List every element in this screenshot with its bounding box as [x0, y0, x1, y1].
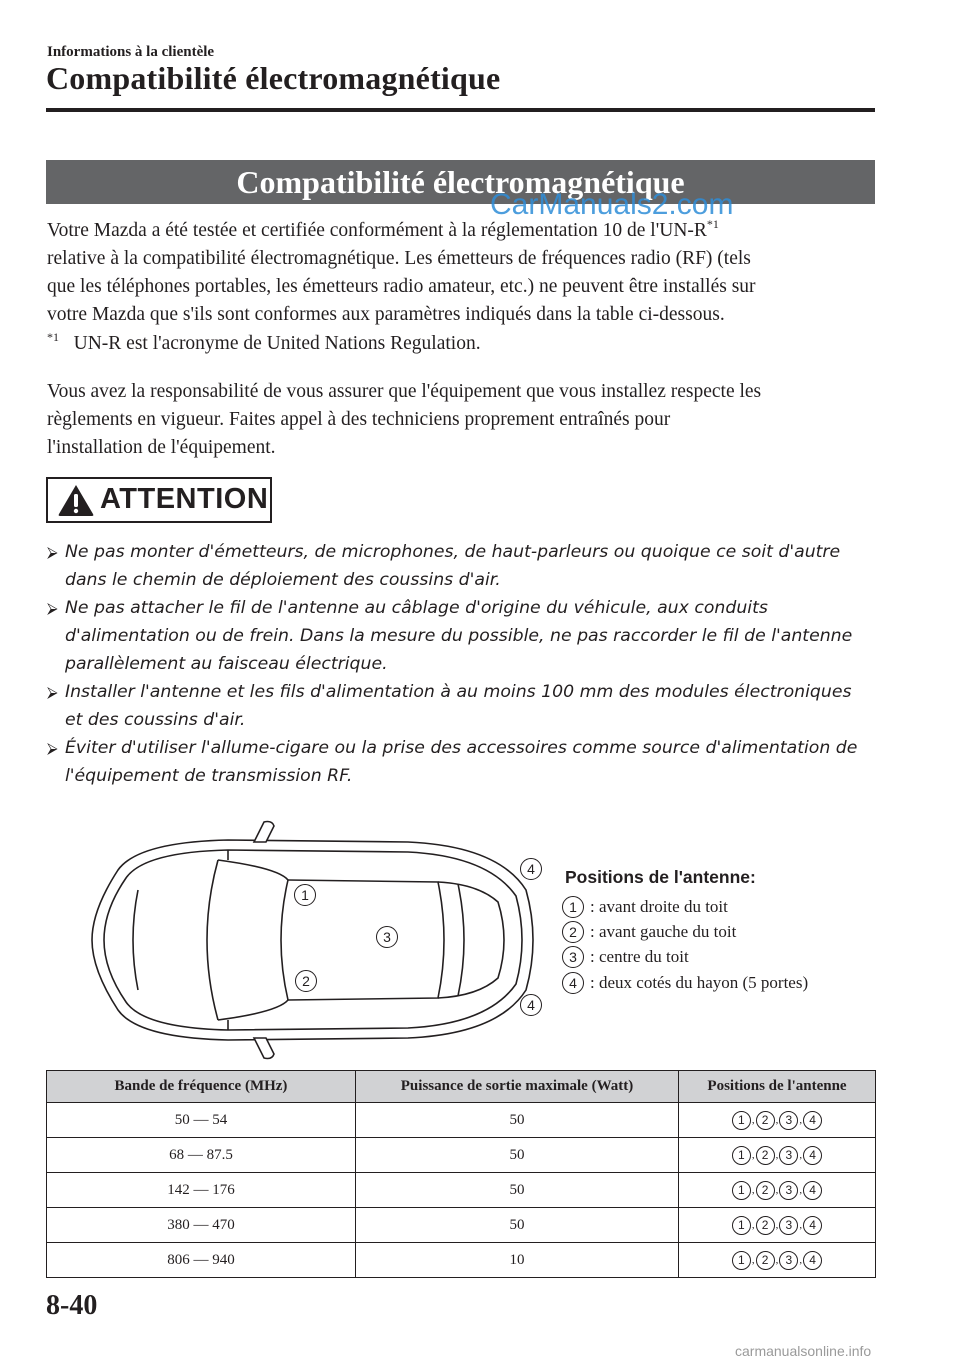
position-number: 3	[562, 946, 584, 968]
page-number: 8-40	[46, 1290, 98, 1321]
table-row	[47, 1208, 876, 1243]
position-number: 4	[803, 1146, 822, 1165]
frequency-table	[46, 1070, 876, 1278]
table-row	[47, 1103, 876, 1138]
power-cell: 50	[356, 1173, 679, 1208]
intro-paragraph	[47, 210, 877, 329]
position-number: 3	[779, 1251, 798, 1270]
car-top-view-diagram	[78, 820, 548, 1060]
band-cell: 380 — 470	[47, 1208, 356, 1243]
antenna-position-marker: 3	[376, 926, 398, 948]
position-number: 2	[562, 921, 584, 943]
warning-text: Installer l'antenne et les fils d'alimentation à au moins 100 mm des modules électroniques	[65, 682, 852, 702]
legend-text: : deux cotés du hayon (5 portes)	[590, 973, 809, 992]
table-row	[47, 1138, 876, 1173]
legend-item	[562, 972, 808, 994]
watermark: CarManuals2.com	[490, 188, 734, 221]
warning-list	[47, 538, 877, 790]
intro-line: relative à la compatibilité électromagnétique. Les émetteurs de fréquences radio (RF) (tels	[47, 248, 751, 269]
list-item	[47, 538, 877, 594]
position-number: 4	[803, 1251, 822, 1270]
position-set	[732, 1181, 822, 1200]
legend-item	[562, 896, 728, 918]
legend-text: : avant gauche du toit	[590, 922, 737, 941]
warning-text: et des coussins d'air.	[65, 710, 246, 730]
list-item	[47, 594, 877, 678]
table-header-row	[47, 1071, 876, 1103]
position-number: 2	[756, 1111, 775, 1130]
column-header: Bande de fréquence (MHz)	[47, 1071, 356, 1103]
warning-text: Ne pas attacher le fil de l'antenne au câblage d'origine du véhicule, aux conduits	[65, 598, 768, 618]
position-number: 4	[803, 1216, 822, 1235]
position-number: 1	[732, 1111, 751, 1130]
position-number: 3	[779, 1146, 798, 1165]
position-number: 2	[756, 1146, 775, 1165]
position-number: 3	[779, 1216, 798, 1235]
band-cell: 142 — 176	[47, 1173, 356, 1208]
warning-text: parallèlement au faisceau électrique.	[65, 654, 388, 674]
position-number: 1	[732, 1181, 751, 1200]
positions-cell	[679, 1138, 876, 1173]
bullet-arrow-icon: ⮚	[47, 683, 58, 701]
warning-text: d'alimentation ou de frein. Dans la mesure du possible, ne pas raccorder le fil de l'antenne	[65, 626, 853, 646]
separator: ,	[799, 1219, 803, 1231]
antenna-position-marker: 1	[294, 884, 316, 906]
position-set	[732, 1251, 822, 1270]
footnote-mark: *1	[47, 330, 59, 344]
positions-cell	[679, 1103, 876, 1138]
warning-text: dans le chemin de déploiement des coussins d'air.	[65, 570, 501, 590]
warning-text: Ne pas monter d'émetteurs, de microphones, de haut-parleurs ou quoique ce soit d'autre	[65, 542, 841, 562]
separator: ,	[799, 1254, 803, 1266]
list-item	[47, 734, 877, 790]
legend-text: : centre du toit	[590, 947, 689, 966]
column-header: Positions de l'antenne	[679, 1071, 876, 1103]
warning-text: Éviter d'utiliser l'allume-cigare ou la prise des accessoires comme source d'alimentation de	[65, 738, 858, 758]
responsibility-line: l'installation de l'équipement.	[47, 437, 276, 458]
responsibility-paragraph	[47, 378, 877, 462]
position-set	[732, 1216, 822, 1235]
separator: ,	[775, 1254, 779, 1266]
table-row	[47, 1243, 876, 1278]
responsibility-line: Vous avez la responsabilité de vous assurer que l'équipement que vous installez respecte les	[47, 381, 762, 402]
separator: ,	[799, 1114, 803, 1126]
legend-item	[562, 921, 736, 943]
footnote	[47, 330, 481, 355]
power-cell: 50	[356, 1208, 679, 1243]
intro-line: votre Mazda que s'ils sont conformes aux paramètres indiqués dans la table ci-dessous.	[47, 304, 725, 325]
position-number: 1	[732, 1146, 751, 1165]
section-label: Informations à la clientèle	[47, 44, 215, 60]
table-row	[47, 1173, 876, 1208]
site-watermark: carmanualsonline.info	[735, 1343, 872, 1359]
band-cell: 50 — 54	[47, 1103, 356, 1138]
separator: ,	[751, 1184, 755, 1196]
warning-text: l'équipement de transmission RF.	[65, 766, 353, 786]
separator: ,	[751, 1114, 755, 1126]
positions-cell	[679, 1173, 876, 1208]
separator: ,	[775, 1114, 779, 1126]
power-cell: 50	[356, 1103, 679, 1138]
power-cell: 50	[356, 1138, 679, 1173]
separator: ,	[751, 1219, 755, 1231]
position-number: 1	[732, 1251, 751, 1270]
separator: ,	[775, 1184, 779, 1196]
legend-item	[562, 946, 689, 968]
positions-cell	[679, 1243, 876, 1278]
position-number: 1	[562, 896, 584, 918]
position-number: 1	[732, 1216, 751, 1235]
position-number: 2	[756, 1181, 775, 1200]
attention-label: ATTENTION	[100, 483, 269, 515]
legend-text: : avant droite du toit	[590, 897, 728, 916]
antenna-position-marker: 2	[295, 970, 317, 992]
position-set	[732, 1146, 822, 1165]
list-item	[47, 678, 877, 734]
antenna-position-marker: 4	[520, 858, 542, 880]
header-divider	[46, 108, 875, 112]
separator: ,	[751, 1149, 755, 1161]
legend-title: Positions de l'antenne:	[565, 867, 756, 887]
position-number: 4	[803, 1111, 822, 1130]
bullet-arrow-icon: ⮚	[47, 543, 58, 561]
section-banner: Compatibilité électromagnétique	[46, 160, 875, 204]
power-cell: 10	[356, 1243, 679, 1278]
position-set	[732, 1111, 822, 1130]
separator: ,	[775, 1149, 779, 1161]
bullet-arrow-icon: ⮚	[47, 739, 58, 757]
separator: ,	[799, 1184, 803, 1196]
footnote-ref: *1	[706, 217, 719, 231]
footnote-text: UN-R est l'acronyme de United Nations Regulation.	[73, 333, 481, 354]
separator: ,	[775, 1219, 779, 1231]
position-number: 2	[756, 1251, 775, 1270]
position-number: 3	[779, 1181, 798, 1200]
page-title: Compatibilité électromagnétique	[46, 60, 501, 96]
bullet-arrow-icon: ⮚	[47, 599, 58, 617]
antenna-position-marker: 4	[520, 994, 542, 1016]
intro-line: que les téléphones portables, les émetteurs radio amateur, etc.) ne peuvent être installés sur	[47, 276, 756, 297]
positions-cell	[679, 1208, 876, 1243]
position-number: 2	[756, 1216, 775, 1235]
intro-line: Votre Mazda a été testée et certifiée conformément à la réglementation 10 de l'UN-R	[47, 220, 707, 241]
column-header: Puissance de sortie maximale (Watt)	[356, 1071, 679, 1103]
warning-triangle-icon	[57, 483, 95, 517]
position-number: 4	[803, 1181, 822, 1200]
responsibility-line: règlements en vigueur. Faites appel à des techniciens proprement entraînés pour	[47, 409, 671, 430]
position-number: 3	[779, 1111, 798, 1130]
separator: ,	[799, 1149, 803, 1161]
band-cell: 806 — 940	[47, 1243, 356, 1278]
position-number: 4	[562, 972, 584, 994]
band-cell: 68 — 87.5	[47, 1138, 356, 1173]
separator: ,	[751, 1254, 755, 1266]
